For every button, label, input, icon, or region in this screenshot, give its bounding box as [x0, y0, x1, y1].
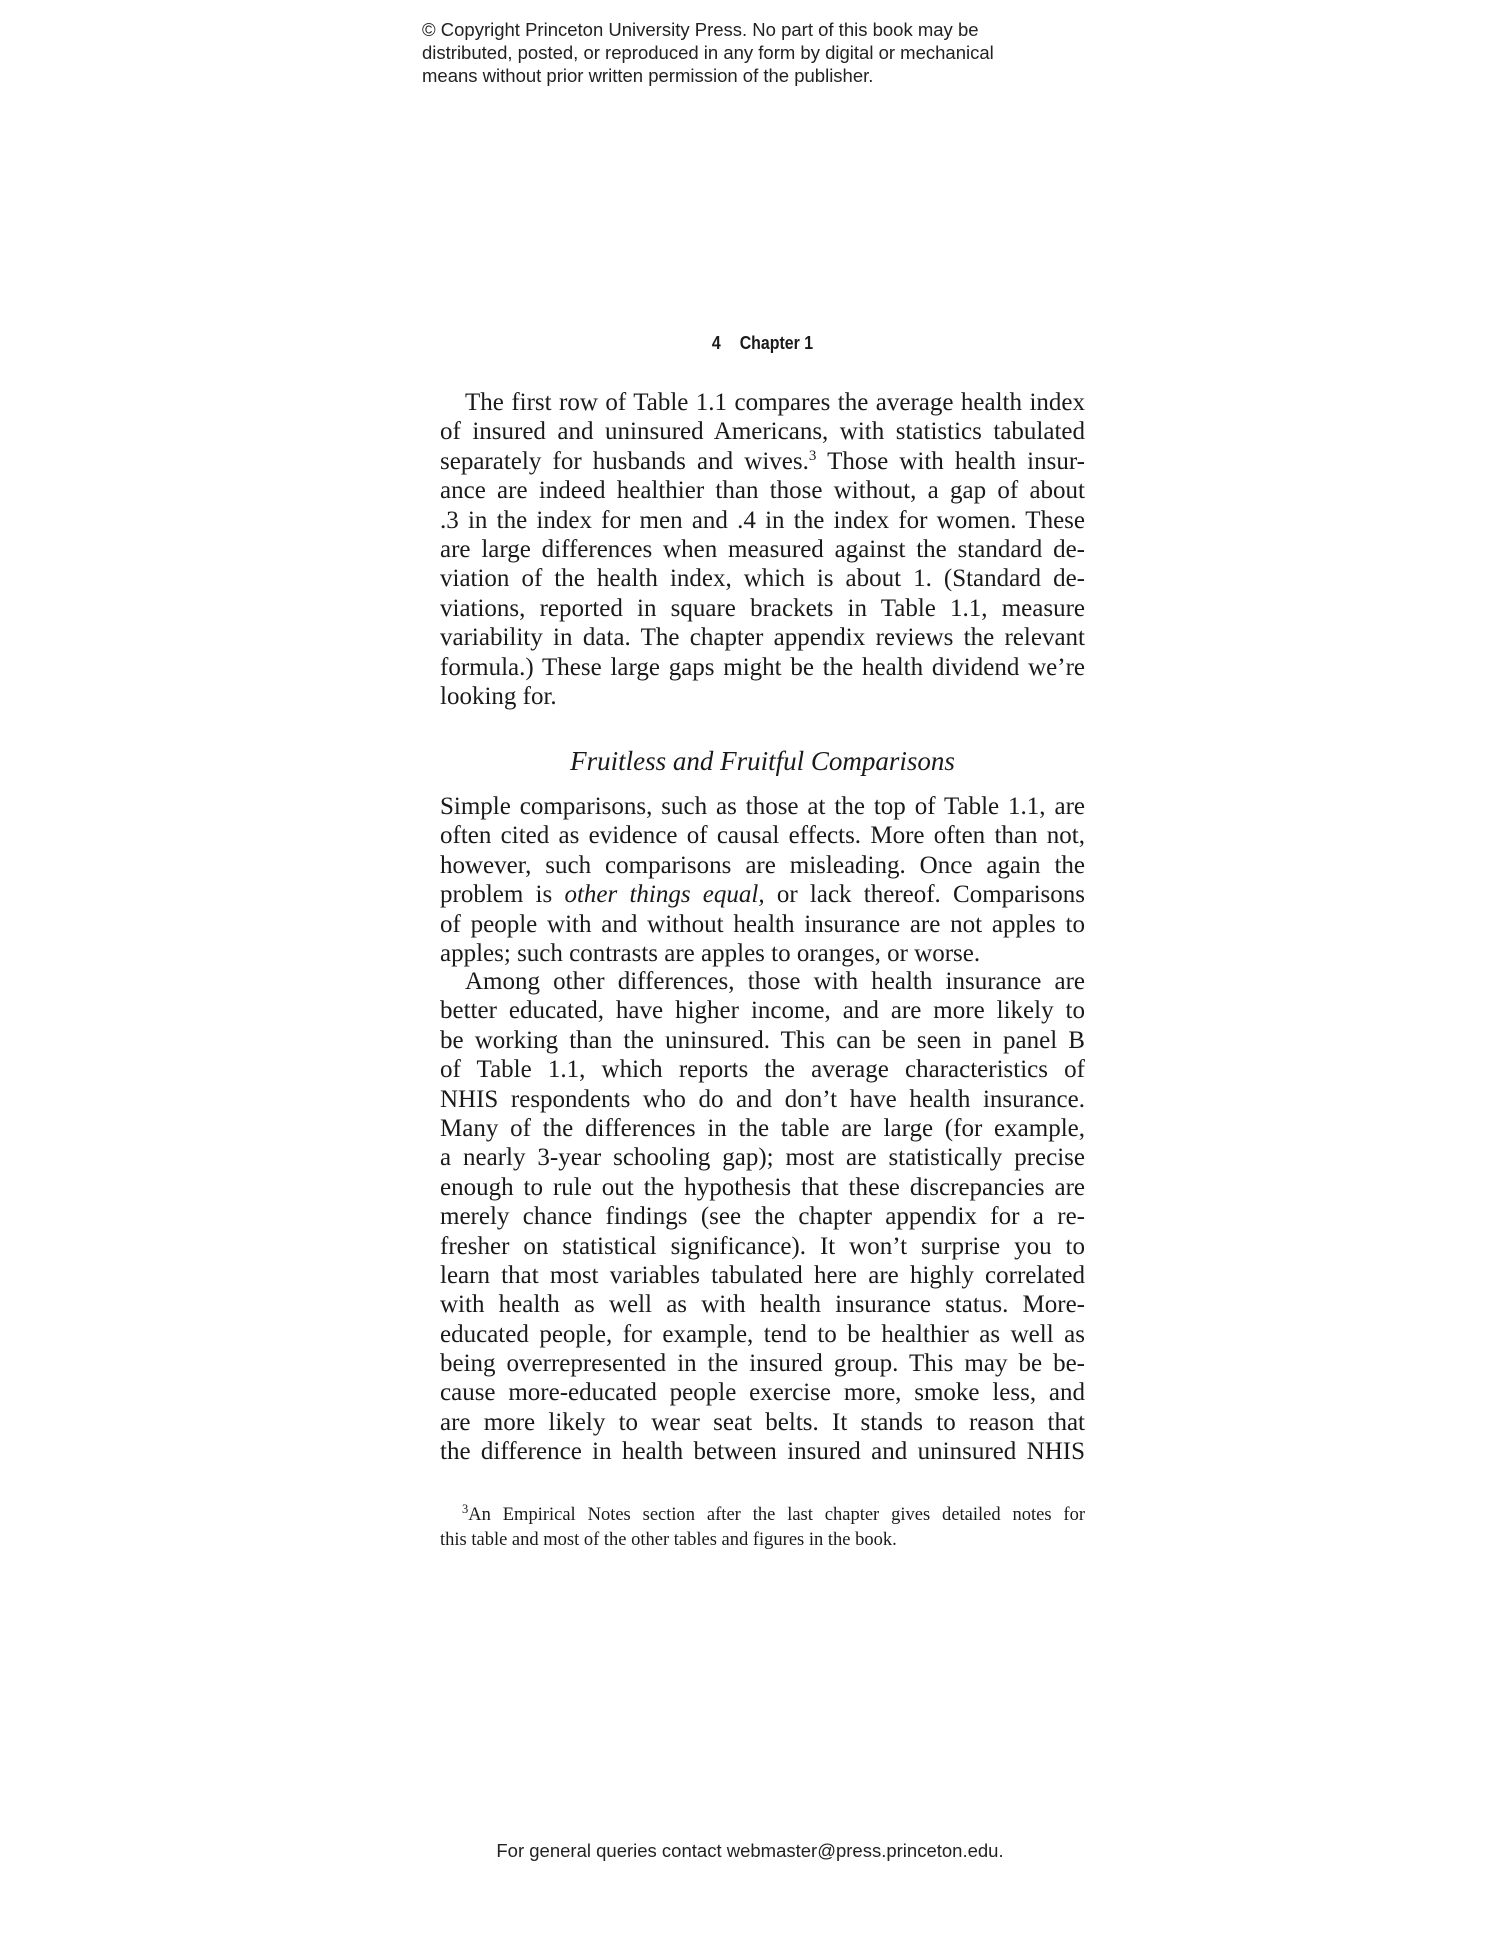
- text-line: [440, 447, 1085, 476]
- text-line: .3 in the index for men and .4 in the index for women. These: [440, 506, 1085, 534]
- text-line: NHIS respondents who do and don’t have health insurance.: [440, 1085, 1085, 1113]
- text-line: a nearly 3-year schooling gap); most are statistically precise: [440, 1144, 1085, 1172]
- text-span: Those with health insur-: [816, 447, 1085, 475]
- text-line: often cited as evidence of causal effects. More often than not,: [440, 822, 1085, 850]
- text-line: formula.) These large gaps might be the health dividend we’re: [440, 653, 1085, 681]
- text-line: however, such comparisons are misleading. Once again the: [440, 851, 1085, 879]
- copyright-line: means without prior written permission of the publisher.: [422, 65, 874, 86]
- text-span: An Empirical Notes section after the last chapter gives detailed notes for: [468, 1505, 1085, 1525]
- text-line: Simple comparisons, such as those at the top of Table 1.1, are: [440, 793, 1085, 820]
- footnote-line: [440, 1503, 1085, 1528]
- text-line: better educated, have higher income, and are more likely to: [440, 997, 1085, 1025]
- text-line: ance are indeed healthier than those without, a gap of about: [440, 477, 1085, 505]
- text-line: educated people, for example, tend to be healthier as well as: [440, 1320, 1085, 1348]
- chapter-label: Chapter 1: [739, 332, 814, 353]
- paragraph-1: [440, 388, 1085, 711]
- text-line: the difference in health between insured and uninsured NHIS: [440, 1438, 1085, 1466]
- text-line: of Table 1.1, which reports the average characteristics of: [440, 1056, 1085, 1084]
- emphasis-text: other things equal,: [564, 881, 765, 909]
- text-line: Among other differences, those with health insurance are: [465, 968, 1085, 995]
- text-line: apples; such contrasts are apples to oranges, or worse.: [440, 939, 981, 967]
- contact-footer: For general queries contact webmaster@press.princeton.edu.: [496, 1840, 1004, 1861]
- text-line: merely chance findings (see the chapter appendix for a re-: [440, 1203, 1085, 1231]
- text-span: problem is: [440, 881, 565, 909]
- paragraph-3: [440, 967, 1085, 1467]
- text-line: be working than the uninsured. This can be seen in panel B: [440, 1026, 1085, 1054]
- text-line: viation of the health index, which is about 1. (Standard de-: [440, 565, 1085, 593]
- text-span: or lack thereof. Comparisons: [764, 881, 1085, 909]
- text-line: Many of the differences in the table are large (for example,: [440, 1114, 1085, 1142]
- text-line: are large differences when measured against the standard de-: [440, 535, 1085, 563]
- text-line: learn that most variables tabulated here are highly correlated: [440, 1261, 1085, 1289]
- section-heading: Fruitless and Fruitful Comparisons: [570, 746, 955, 776]
- copyright-notice: [422, 18, 1062, 87]
- text-line: looking for.: [440, 682, 557, 710]
- copyright-line: distributed, posted, or reproduced in any form by digital or mechanical: [422, 42, 994, 63]
- text-line: enough to rule out the hypothesis that these discrepancies are: [440, 1173, 1085, 1201]
- text-line: being overrepresented in the insured group. This may be be-: [440, 1350, 1085, 1378]
- text-line: are more likely to wear seat belts. It stands to reason that: [440, 1408, 1085, 1436]
- footnote: [440, 1503, 1085, 1553]
- paragraph-2: [440, 792, 1085, 968]
- text-line: variability in data. The chapter appendix reviews the relevant: [440, 624, 1085, 652]
- running-head: [485, 332, 1040, 354]
- text-line: The first row of Table 1.1 compares the average health index: [465, 389, 1085, 416]
- footnote-line: this table and most of the other tables and figures in the book.: [440, 1530, 897, 1550]
- page-number: 4: [711, 332, 721, 353]
- copyright-line: © Copyright Princeton University Press. No part of this book may be: [422, 19, 979, 40]
- text-line: fresher on statistical significance). It won’t surprise you to: [440, 1232, 1085, 1260]
- text-span: separately for husbands and wives.: [440, 447, 809, 475]
- text-line: with health as well as with health insurance status. More-: [440, 1291, 1085, 1319]
- text-line: [440, 880, 1085, 909]
- text-line: of people with and without health insurance are not apples to: [440, 910, 1085, 938]
- text-line: viations, reported in square brackets in Table 1.1, measure: [440, 594, 1085, 622]
- footnote-number: 3: [462, 1502, 469, 1516]
- text-line: of insured and uninsured Americans, with statistics tabulated: [440, 418, 1085, 446]
- text-line: cause more-educated people exercise more, smoke less, and: [440, 1379, 1085, 1407]
- footnote-marker: 3: [808, 447, 817, 464]
